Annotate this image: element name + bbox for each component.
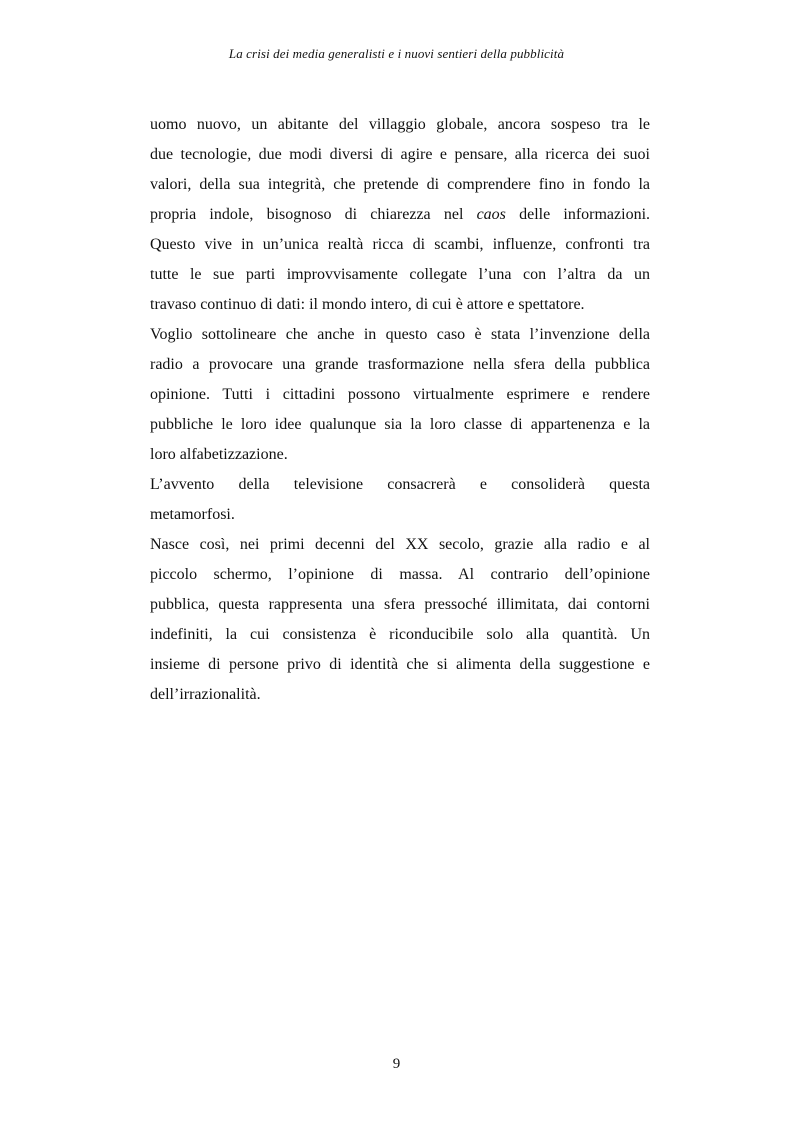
text-line: tutte le sue parti improvvisamente collegate l’una con l’altra da un <box>150 266 650 283</box>
text-line: dell’irrazionalità. <box>150 686 261 703</box>
text-line: uomo nuovo, un abitante del villaggio globale, ancora sospeso tra le <box>150 116 650 133</box>
italic-term: caos <box>476 206 506 223</box>
text-line: insieme di persone privo di identità che si alimenta della suggestione e <box>150 656 650 673</box>
text-line: L’avvento della televisione consacrerà e consoliderà questa <box>150 476 650 493</box>
paragraph-3 <box>150 470 650 530</box>
text-line: metamorfosi. <box>150 506 235 523</box>
text-line: radio a provocare una grande trasformazione nella sfera della pubblica <box>150 356 650 373</box>
text-line: indefiniti, la cui consistenza è riconducibile solo alla quantità. Un <box>150 626 650 643</box>
paragraph-2 <box>150 320 650 470</box>
text-span: propria indole, bisognoso di chiarezza nel <box>150 206 464 223</box>
text-line: pubbliche le loro idee qualunque sia la loro classe di appartenenza e la <box>150 416 650 433</box>
paragraph-4 <box>150 530 650 710</box>
text-line: travaso continuo di dati: il mondo intero, di cui è attore e spettatore. <box>150 296 585 313</box>
text-line: loro alfabetizzazione. <box>150 446 288 463</box>
text-line: opinione. Tutti i cittadini possono virtualmente esprimere e rendere <box>150 386 650 403</box>
page-number: 9 <box>392 1056 401 1072</box>
text-line: piccolo schermo, l’opinione di massa. Al contrario dell’opinione <box>150 566 650 583</box>
text-span: delle informazioni. <box>519 206 651 223</box>
text-line: valori, della sua integrità, che pretende di comprendere fino in fondo la <box>150 176 650 193</box>
running-header: La crisi dei media generalisti e i nuovi sentieri della pubblicità <box>228 46 565 61</box>
text-line <box>150 200 650 230</box>
text-line: Voglio sottolineare che anche in questo caso è stata l’invenzione della <box>150 326 650 343</box>
text-line: Nasce così, nei primi decenni del XX secolo, grazie alla radio e al <box>150 536 650 553</box>
text-line: pubblica, questa rappresenta una sfera pressoché illimitata, dai contorni <box>150 596 650 613</box>
body-text <box>150 110 650 710</box>
text-line: due tecnologie, due modi diversi di agire e pensare, alla ricerca dei suoi <box>150 146 650 163</box>
paragraph-1 <box>150 110 650 320</box>
text-line: Questo vive in un’unica realtà ricca di scambi, influenze, confronti tra <box>150 236 650 253</box>
